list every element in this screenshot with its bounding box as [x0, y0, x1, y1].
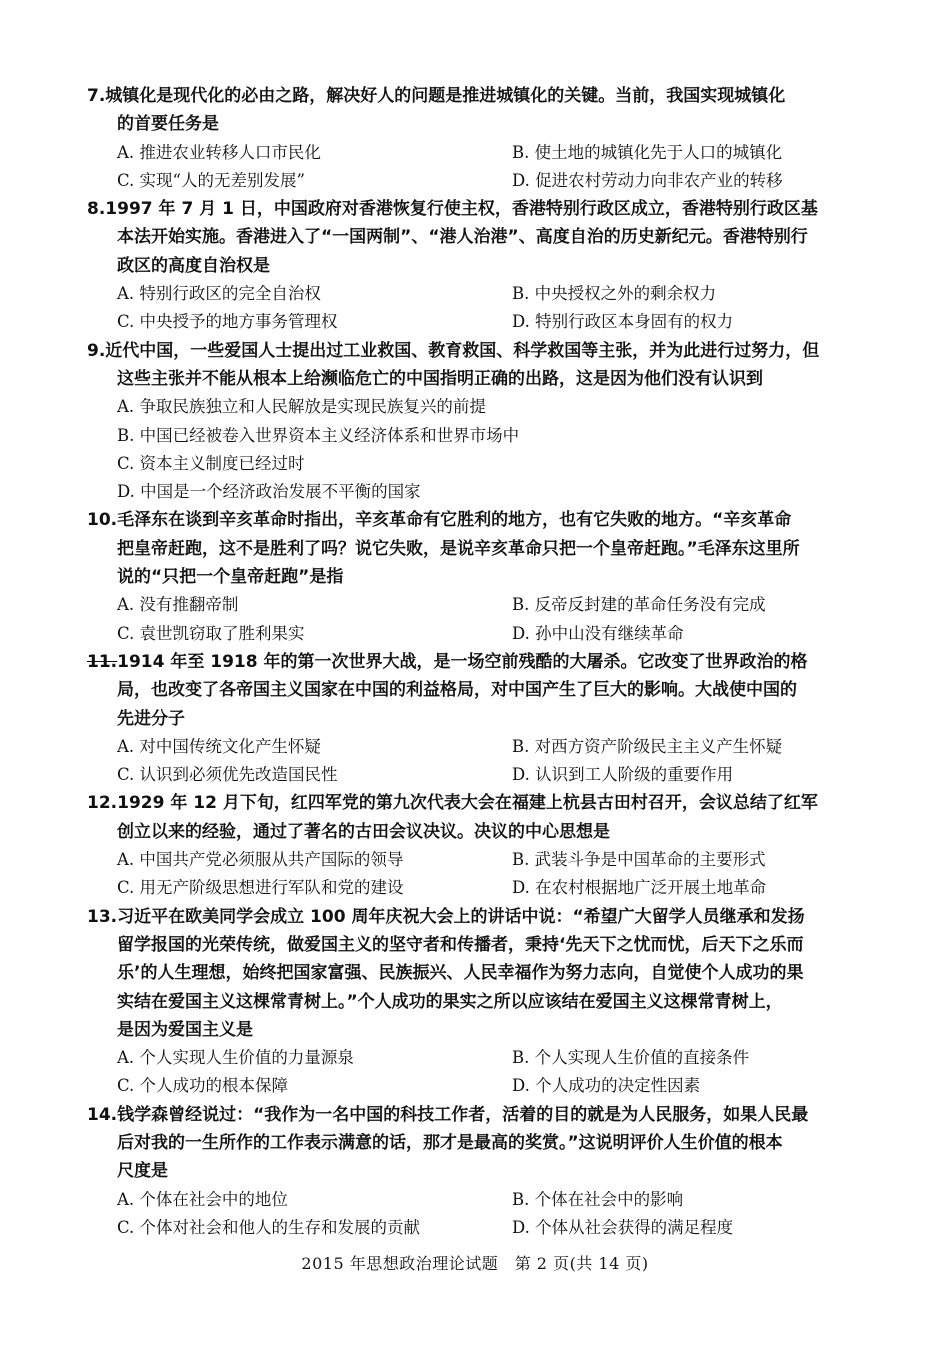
option-b: B. 使土地的城镇化先于人口的城镇化 — [512, 142, 783, 162]
question-14 — [87, 1101, 877, 1242]
stem-line: 1929 年 12 月下旬，红四军党的第九次代表大会在福建上杭县古田村召开，会议总结了红军 — [117, 793, 818, 814]
option-c: C. 实现“人的无差别发展” — [117, 170, 305, 190]
question-stem — [87, 648, 877, 676]
options — [117, 1044, 877, 1101]
option-d: D. 个体从社会获得的满足程度 — [512, 1217, 734, 1237]
stem-line: 后对我的一生所作的工作表示满意的话，那才是最高的奖赏。”这说明评价人生价值的根本 — [117, 1132, 783, 1153]
stem-line: 习近平在欧美同学会成立 100 周年庆祝大会上的讲话中说：“希望广大留学人员继承和发扬 — [117, 906, 805, 927]
stem-line: 乐’的人生理想，始终把国家富强、民族振兴、人民幸福作为努力志向，自觉使个人成功的果 — [117, 963, 804, 984]
stem-line: 政区的高度自治权是 — [117, 255, 270, 276]
option-c: C. 用无产阶级思想进行军队和党的建设 — [117, 878, 404, 898]
stem-line: 说的“只把一个皇帝赶跑”是指 — [117, 567, 344, 588]
question-number: 7. — [87, 86, 106, 106]
page-footer: 2015 年思想政治理论试题 第 2 页(共 14 页) — [301, 1254, 649, 1273]
question-stem — [87, 82, 877, 110]
question-number: 12. — [87, 793, 118, 814]
option-b: B. 武装斗争是中国革命的主要形式 — [512, 850, 766, 870]
option-c: C. 袁世凯窃取了胜利果实 — [117, 623, 305, 643]
option-b: B. 中国已经被卷入世界资本主义经济体系和世界市场中 — [117, 425, 520, 445]
stem-line: 毛泽东在谈到辛亥革命时指出，辛亥革命有它胜利的地方，也有它失败的地方。“辛亥革命 — [117, 510, 792, 531]
question-13 — [87, 903, 877, 1101]
option-d: D. 促进农村劳动力向非农产业的转移 — [512, 170, 783, 190]
option-d: D. 认识到工人阶级的重要作用 — [512, 765, 734, 785]
stem-line: 创立以来的经验，通过了著名的古田会议决议。决议的中心思想是 — [117, 821, 610, 842]
question-number: 8. — [87, 199, 106, 220]
question-8 — [87, 195, 877, 336]
options — [117, 733, 877, 790]
question-7 — [87, 82, 877, 195]
stem-line: 1997 年 7 月 1 日，中国政府对香港恢复行使主权，香港特别行政区成立，香港特别行政区基 — [105, 199, 818, 220]
option-a: A. 争取民族独立和人民解放是实现民族复兴的前提 — [117, 397, 486, 417]
stem-line: 是因为爱国主义是 — [117, 1019, 253, 1040]
stem-line: 把皇帝赶跑，这不是胜利了吗？说它失败，是说辛亥革命只把一个皇帝赶跑。”毛泽东这里所 — [117, 538, 800, 559]
stem-line: 城镇化是现代化的必由之路，解决好人的问题是推进城镇化的关键。当前，我国实现城镇化 — [105, 86, 786, 106]
options — [117, 1186, 877, 1243]
options — [117, 393, 877, 506]
option-a: A. 特别行政区的完全自治权 — [117, 284, 321, 304]
question-10 — [87, 506, 877, 647]
option-a: A. 推进农业转移人口市民化 — [117, 142, 321, 162]
stem-line: 本法开始实施。香港进入了“一国两制”、“港人治港”、高度自治的历史新纪元。香港特别行 — [117, 227, 808, 248]
option-d: D. 在农村根据地广泛开展土地革命 — [512, 878, 767, 898]
question-stem — [87, 337, 877, 365]
question-stem — [87, 195, 877, 223]
option-b: B. 对西方资产阶级民主主义产生怀疑 — [512, 736, 783, 756]
stem-line: 留学报国的光荣传统，做爱国主义的坚守者和传播者，秉持‘先天下之忧而忧，后天下之乐而 — [117, 934, 804, 955]
option-d: D. 孙中山没有继续革命 — [512, 623, 684, 643]
option-a: A. 没有推翻帝制 — [117, 595, 239, 615]
stem-line: 这些主张并不能从根本上给濒临危亡的中国指明正确的出路，这是因为他们没有认识到 — [117, 368, 763, 389]
stem-line: 的首要任务是 — [117, 114, 219, 135]
question-12 — [87, 789, 877, 902]
options — [117, 280, 877, 337]
option-c: C. 资本主义制度已经过时 — [117, 453, 305, 473]
options — [117, 591, 877, 648]
question-number: 9. — [87, 340, 106, 361]
stem-line: 局，也改变了各帝国主义国家在中国的利益格局，对中国产生了巨大的影响。大战使中国的 — [117, 680, 797, 701]
option-a: A. 个人实现人生价值的力量源泉 — [117, 1048, 354, 1068]
exam-page — [87, 82, 877, 1242]
stem-line: 实结在爱国主义这棵常青树上。”个人成功的果实之所以应该结在爱国主义这棵常青树上， — [117, 991, 783, 1012]
question-stem — [87, 903, 877, 931]
option-a: A. 个体在社会中的地位 — [117, 1189, 288, 1209]
question-number: 11. — [87, 651, 118, 672]
question-stem — [87, 506, 877, 534]
option-c: C. 认识到必须优先改造国民性 — [117, 765, 338, 785]
option-c: C. 个人成功的根本保障 — [117, 1076, 289, 1096]
option-b: B. 反帝反封建的革命任务没有完成 — [512, 595, 766, 615]
stem-line: 1914 年至 1918 年的第一次世界大战，是一场空前残酷的大屠杀。它改变了世界政治的格 — [117, 651, 808, 672]
question-stem — [87, 789, 877, 817]
option-c: C. 中央授予的地方事务管理权 — [117, 312, 338, 332]
option-d: D. 中国是一个经济政治发展不平衡的国家 — [117, 482, 421, 502]
question-number: 13. — [87, 906, 118, 927]
question-9 — [87, 337, 877, 507]
option-b: B. 中央授权之外的剩余权力 — [512, 284, 717, 304]
option-d: D. 特别行政区本身固有的权力 — [512, 312, 734, 332]
option-a: A. 对中国传统文化产生怀疑 — [117, 736, 321, 756]
option-d: D. 个人成功的决定性因素 — [512, 1076, 701, 1096]
stem-line: 近代中国，一些爱国人士提出过工业救国、教育救国、科学救国等主张，并为此进行过努力，但 — [105, 340, 820, 361]
question-11 — [87, 648, 877, 789]
question-number: 14. — [87, 1104, 118, 1125]
options — [117, 139, 877, 196]
option-b: B. 个人实现人生价值的直接条件 — [512, 1048, 750, 1068]
option-a: A. 中国共产党必须服从共产国际的领导 — [117, 850, 404, 870]
options — [117, 846, 877, 903]
stem-line: 尺度是 — [117, 1161, 168, 1182]
option-c: C. 个体对社会和他人的生存和发展的贡献 — [117, 1217, 421, 1237]
stem-line: 先进分子 — [117, 708, 185, 729]
question-stem — [87, 1101, 877, 1129]
option-b: B. 个体在社会中的影响 — [512, 1189, 684, 1209]
stem-line: 钱学森曾经说过：“我作为一名中国的科技工作者，活着的目的就是为人民服务，如果人民最 — [117, 1104, 809, 1125]
question-number: 10. — [87, 510, 118, 531]
